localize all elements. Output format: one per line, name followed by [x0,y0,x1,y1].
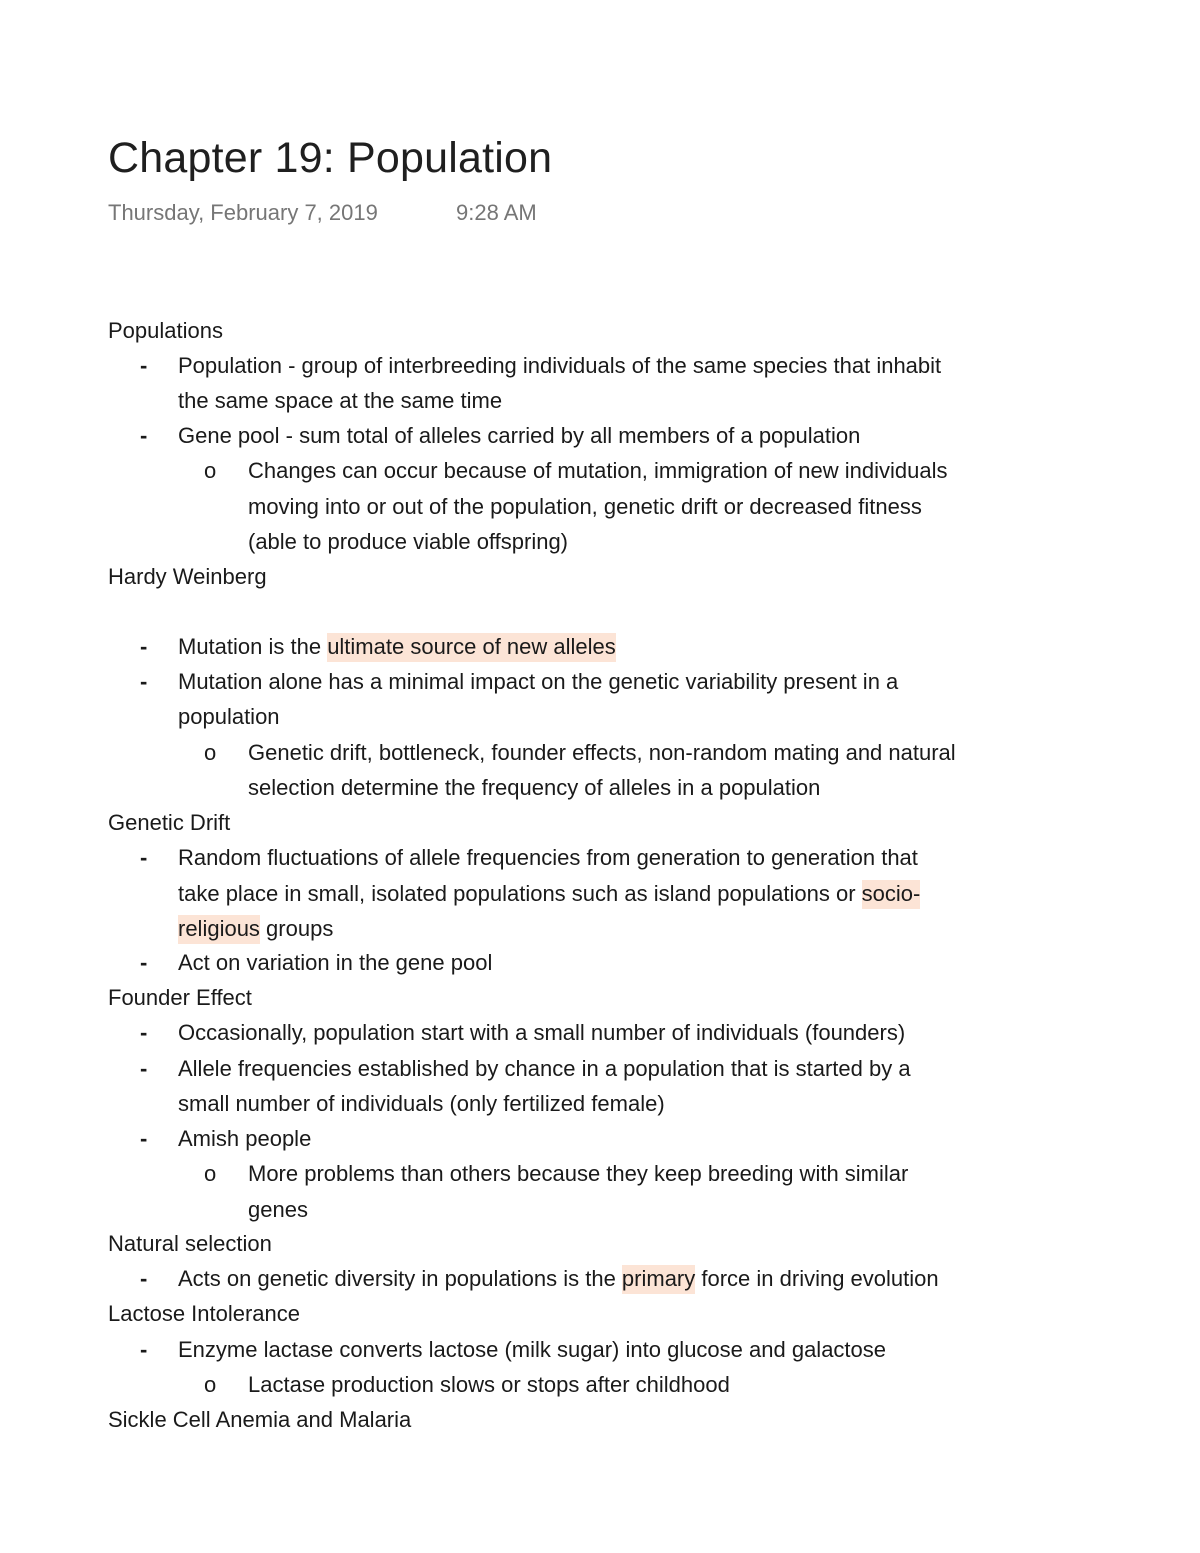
section-heading-founder-effect: Founder Effect [108,985,252,1010]
list-item: moving into or out of the population, genetic drift or decreased fitness [248,494,922,519]
list-item [178,879,920,909]
list-item: More problems than others because they keep breeding with similar [248,1161,909,1186]
list-item: Genetic drift, bottleneck, founder effects, non-random mating and natural [248,740,956,765]
section-heading-natural-selection: Natural selection [108,1231,272,1256]
list-item: (able to produce viable offspring) [248,529,569,554]
dash-bullet: - [140,1337,148,1362]
section-heading-genetic-drift: Genetic Drift [108,810,231,835]
text-run: Mutation is the [178,634,328,659]
text-run: groups [259,916,334,941]
text-run: take place in small, isolated populations such as island populations or [178,881,862,906]
list-item [178,632,616,662]
list-item: Act on variation in the gene pool [178,950,493,975]
dash-bullet: - [140,1126,148,1151]
dash-bullet: - [140,1020,148,1045]
list-item: Random fluctuations of allele frequencies from generation to generation that [178,845,918,870]
list-item: small number of individuals (only fertilized female) [178,1091,665,1116]
list-item: selection determine the frequency of alleles in a population [248,775,821,800]
circle-bullet: o [204,458,217,483]
dash-bullet: - [140,353,148,378]
circle-bullet: o [204,1372,217,1397]
page-title: Chapter 19: Population [108,134,553,182]
highlighted-text: primary [622,1265,695,1294]
list-item: the same space at the same time [178,388,503,413]
note-date: Thursday, February 7, 2019 [108,200,378,225]
highlighted-text: socio- [862,880,921,909]
note-time: 9:28 AM [456,200,537,225]
dash-bullet: - [140,1266,148,1291]
list-item: Lactase production slows or stops after childhood [248,1372,730,1397]
dash-bullet: - [140,950,148,975]
dash-bullet: - [140,423,148,448]
list-item [178,1264,939,1294]
list-item: Occasionally, population start with a small number of individuals (founders) [178,1020,906,1045]
section-heading-sickle-cell: Sickle Cell Anemia and Malaria [108,1407,412,1432]
dash-bullet: - [140,634,148,659]
list-item: Allele frequencies established by chance in a population that is started by a [178,1056,911,1081]
circle-bullet: o [204,1161,217,1186]
section-heading-lactose-intolerance: Lactose Intolerance [108,1301,301,1326]
list-item: Changes can occur because of mutation, immigration of new individuals [248,458,948,483]
highlighted-text: religious [178,915,260,944]
list-item: Mutation alone has a minimal impact on the genetic variability present in a [178,669,899,694]
text-run: Acts on genetic diversity in populations is the [178,1266,622,1291]
list-item: Enzyme lactase converts lactose (milk sugar) into glucose and galactose [178,1337,887,1362]
dash-bullet: - [140,669,148,694]
list-item: genes [248,1197,308,1222]
section-heading-populations: Populations [108,318,223,343]
list-item: population [178,704,280,729]
list-item: Gene pool - sum total of alleles carried by all members of a population [178,423,861,448]
circle-bullet: o [204,740,217,765]
text-run: force in driving evolution [695,1266,939,1291]
list-item [178,914,333,944]
list-item: Population - group of interbreeding individuals of the same species that inhabit [178,353,942,378]
section-heading-hardy-weinberg: Hardy Weinberg [108,564,267,589]
highlighted-text: ultimate source of new alleles [327,633,616,662]
list-item: Amish people [178,1126,312,1151]
dash-bullet: - [140,845,148,870]
dash-bullet: - [140,1056,148,1081]
